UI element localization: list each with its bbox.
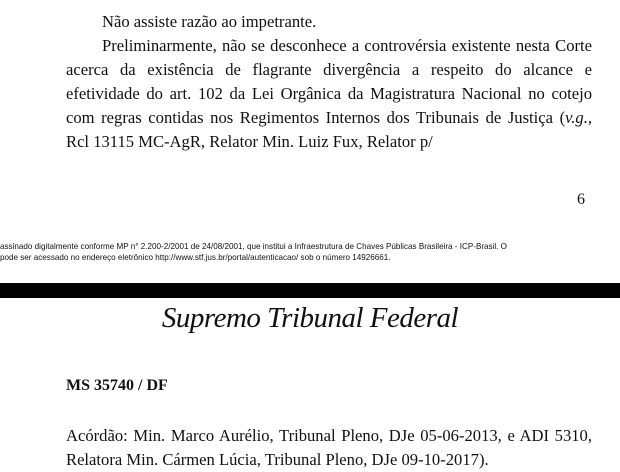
page-divider (0, 283, 620, 298)
paragraph-first: Não assiste razão ao impetrante. (102, 12, 317, 31)
footer-line-1: assinado digitalmente conforme MP n° 2.200-2/2001 de 24/08/2001, que institui a Infraestrutura de Chaves Públicas Brasileira - ICP-Brasil. O (0, 242, 507, 251)
paragraph-second (66, 34, 592, 154)
footer-line-2: pode ser acessado no endereço eletrônico http://www.stf.jus.br/portal/autenticacao/ sob o número 14926661. (0, 252, 391, 262)
page-number: 6 (577, 191, 585, 208)
case-number: MS 35740 / DF (66, 377, 168, 394)
paragraph-second-text-b: Rcl 13115 MC-AgR, Relator Min. Luiz Fux, Relator p/ (66, 132, 433, 151)
paragraph-second-italic: v.g., (565, 108, 592, 127)
court-header: Supremo Tribunal Federal (161, 302, 459, 334)
body-paragraph: Acórdão: Min. Marco Aurélio, Tribunal Pleno, DJe 05-06-2013, e ADI 5310, Relatora Min. Cármen Lúcia, Tribunal Pleno, DJe 09-10-2017). (66, 426, 592, 469)
digital-signature-footer (0, 242, 620, 263)
paragraph-second-text-a: Preliminarmente, não se desconhece a controvérsia existente nesta Corte acerca da existência de flagrante divergência a respeito do alcance e efetividade do art. 102 da Lei Orgânica da Magistratura Nacional no cotejo com regras contidas nos Regimentos Internos dos Tribunais de Justiça ( (66, 36, 592, 127)
